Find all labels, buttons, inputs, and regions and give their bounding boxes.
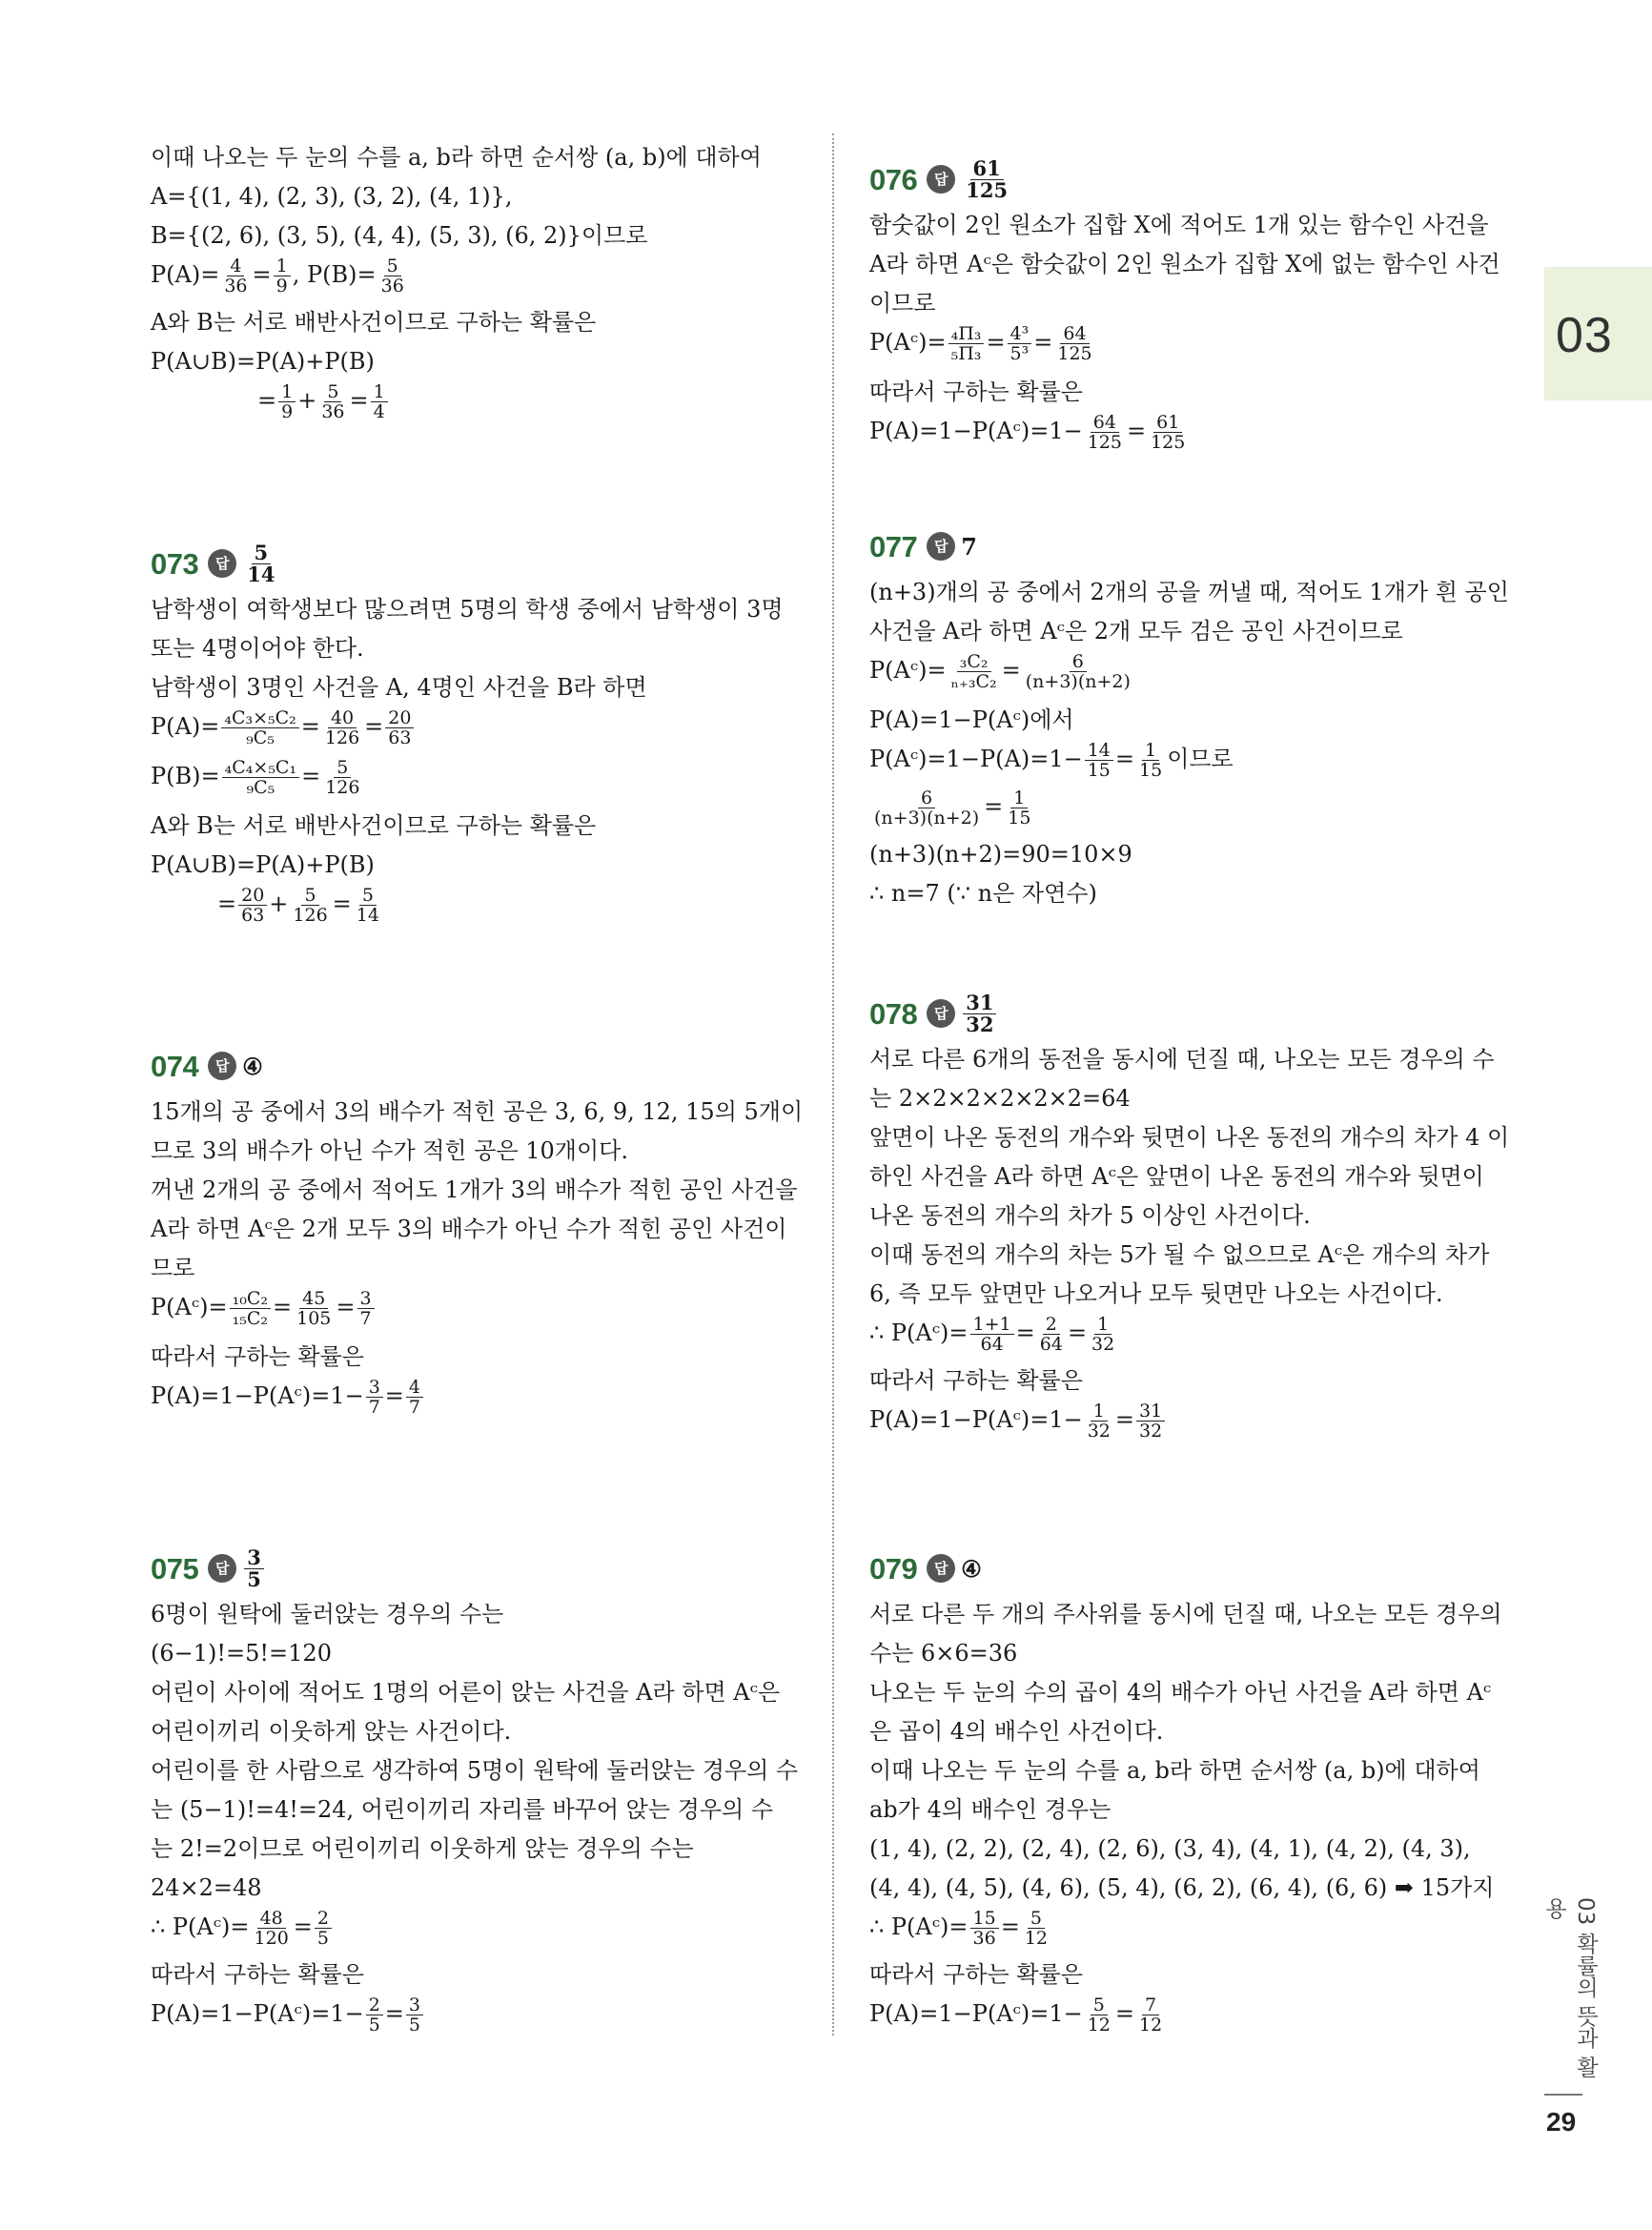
formula-line: [869, 651, 1519, 701]
numerator: ₄C₄×₅C₁: [222, 758, 299, 778]
denominator: 14: [247, 562, 275, 586]
denominator: 9: [275, 276, 288, 297]
fraction: [1023, 652, 1133, 691]
denominator: 64: [1039, 1334, 1063, 1355]
denominator: 120: [254, 1928, 289, 1949]
fraction: [221, 256, 250, 296]
text-line: 어린이끼리 이웃하게 앉는 사건이다.: [151, 1718, 512, 1745]
solution-076: [869, 153, 1519, 460]
formula-text: =: [336, 1294, 356, 1320]
formula-text: P(A)=: [151, 713, 220, 740]
numerator: 5: [252, 542, 272, 564]
problem-number: 077: [869, 529, 918, 563]
problem-header: [151, 537, 799, 590]
formula-text: +: [269, 890, 289, 917]
formula-line: [151, 1377, 799, 1424]
text-line: 또는 4명이어야 한다.: [151, 635, 364, 662]
denominator: 36: [321, 401, 345, 422]
answer-fraction: [244, 1547, 264, 1590]
numerator: 1: [274, 256, 291, 276]
text-line: 앞면이 나온 동전의 개수와 뒷면이 나온 동전의 개수의 차가 4 이: [869, 1124, 1510, 1151]
formula-text: =: [332, 890, 352, 917]
formula-line: [869, 740, 1519, 788]
text-line: 서로 다른 두 개의 주사위를 동시에 던질 때, 나오는 모든 경우의: [869, 1601, 1502, 1627]
formula-line: [869, 1908, 1519, 1955]
numerator: 1: [1142, 741, 1159, 761]
fraction: [366, 1995, 383, 2035]
formula-text: =: [384, 1382, 404, 1409]
text-line: 24×2=48: [151, 1874, 262, 1901]
text-line: 6, 즉 모두 앞면만 나오거나 모두 뒷면만 나오는 사건이다.: [869, 1280, 1443, 1307]
fraction: [294, 1289, 334, 1328]
text-line: 는 2×2×2×2×2×2=64: [869, 1085, 1131, 1112]
solution-078: [869, 987, 1519, 1448]
formula-text: =: [300, 713, 320, 740]
problem-header: [151, 1542, 799, 1595]
denominator: 7: [408, 1397, 420, 1418]
numerator: 1: [1010, 788, 1028, 808]
numerator: 6: [918, 788, 935, 808]
fraction: [406, 1378, 423, 1417]
text-line: 나오는 두 눈의 수의 곱이 4의 배수가 아닌 사건을 A라 하면 Aᶜ: [869, 1679, 1492, 1706]
formula-text: P(B)=: [151, 763, 220, 789]
denominator: 32: [1091, 1334, 1115, 1355]
formula-text: P(Aᶜ)=: [869, 657, 947, 684]
formula-line: [151, 1995, 799, 2042]
answer-badge: 답: [927, 999, 955, 1028]
numerator: 6: [1070, 652, 1087, 672]
text-line: 따라서 구하는 확률은: [869, 1961, 1083, 1988]
text-line: 따라서 구하는 확률은: [151, 1961, 364, 1988]
text-line: 나온 동전의 개수의 차가 5 이상인 사건이다.: [869, 1202, 1311, 1229]
formula-text: =: [1015, 1320, 1035, 1346]
answer-badge: 답: [927, 1554, 955, 1583]
formula-line: [869, 323, 1519, 373]
formula-line: [151, 381, 799, 429]
denominator: 9: [281, 401, 294, 422]
formula-text: P(A)=1−P(Aᶜ)=1−: [869, 1406, 1083, 1433]
numerator: 7: [1142, 1995, 1159, 2015]
numerator: 3: [406, 1995, 423, 2015]
denominator: ₁₅C₂: [232, 1308, 269, 1329]
numerator: 45: [299, 1289, 328, 1309]
denominator: 5: [408, 2015, 420, 2036]
fraction: [318, 382, 347, 421]
formula-text: =: [349, 387, 369, 414]
answer-badge: 답: [208, 1554, 236, 1583]
numerator: 14: [1085, 741, 1113, 761]
denominator: 32: [1139, 1421, 1163, 1442]
text-line: A와 B는 서로 배반사건이므로 구하는 확률은: [151, 309, 597, 336]
problem-header: [869, 987, 1519, 1040]
numerator: 4: [227, 256, 244, 276]
numerator: 4: [406, 1378, 423, 1398]
numerator: 1: [278, 382, 296, 402]
denominator: 12: [1139, 2015, 1163, 2036]
denominator: 4: [373, 401, 385, 422]
formula-text: =: [384, 2000, 404, 2027]
fraction: [230, 1289, 271, 1328]
fraction: [1054, 324, 1094, 363]
formula-text: =: [1114, 1406, 1134, 1433]
numerator: 61: [970, 158, 1004, 180]
problem-header: [869, 520, 1519, 573]
numerator: 3: [244, 1547, 264, 1569]
problem-number: 075: [151, 1551, 199, 1586]
text-line: A라 하면 Aᶜ은 함숫값이 2인 원소가 집합 X에 없는 함수인 사건: [869, 251, 1500, 277]
denominator: 5: [368, 2015, 380, 2036]
fraction: [385, 708, 414, 747]
text-line: 이때 나오는 두 눈의 수를 a, b라 하면 순서쌍 (a, b)에 대하여: [151, 144, 762, 171]
text-line: 따라서 구하는 확률은: [869, 1367, 1083, 1394]
fraction: [357, 1289, 375, 1328]
answer-value: ④: [961, 1554, 982, 1583]
text-line: A와 B는 서로 배반사건이므로 구하는 확률은: [151, 812, 597, 839]
text-line: P(A)=1−P(Aᶜ)에서: [869, 706, 1074, 733]
formula-text: =: [273, 1294, 293, 1320]
text-line: 므로 3의 배수가 아닌 수가 적힌 공은 10개이다.: [151, 1137, 628, 1164]
denominator: 36: [380, 276, 404, 297]
fraction: [1136, 1401, 1165, 1441]
denominator: 7: [368, 1397, 380, 1418]
fraction: [366, 1378, 383, 1417]
fraction: [315, 1909, 332, 1948]
problem-header: [869, 1542, 1519, 1595]
column-divider: [832, 133, 834, 2036]
text-line: 이때 나오는 두 눈의 수를 a, b라 하면 순서쌍 (a, b)에 대하여: [869, 1757, 1480, 1784]
solution-075: [151, 1542, 799, 2042]
denominator: 63: [388, 727, 412, 748]
text-line: 어린이를 한 사람으로 생각하여 5명이 원탁에 둘러앉는 경우의 수: [151, 1757, 799, 1784]
formula-text: =: [1126, 418, 1147, 444]
text-line: 따라서 구하는 확률은: [151, 1343, 364, 1370]
numerator: ₄C₃×₅C₂: [221, 708, 298, 728]
formula-line: [151, 256, 799, 303]
text-line: 어린이 사이에 적어도 1명의 어른이 앉는 사건을 A라 하면 Aᶜ은: [151, 1679, 781, 1706]
fraction: [252, 1909, 292, 1948]
fraction: [1008, 324, 1032, 363]
formula-text: P(A)=1−P(Aᶜ)=1−: [151, 2000, 364, 2027]
numerator: 5: [1028, 1909, 1045, 1929]
numerator: 5: [359, 886, 377, 906]
problem-number: 079: [869, 1551, 918, 1586]
answer-fraction: [963, 155, 1010, 202]
formula-line: [151, 1288, 799, 1338]
numerator: 40: [328, 708, 357, 728]
formula-text: P(Aᶜ)=: [869, 329, 947, 356]
denominator: 15: [1139, 760, 1163, 781]
fraction: [222, 758, 299, 797]
text-line: 남학생이 3명인 사건을 A, 4명인 사건을 B라 하면: [151, 674, 647, 701]
formula-text: =: [1067, 1320, 1088, 1346]
denominator: 126: [325, 777, 360, 798]
fraction: [322, 758, 362, 797]
formula-text: =: [293, 1913, 313, 1940]
formula-text: =: [984, 793, 1004, 820]
formula-text: =: [364, 713, 384, 740]
fraction: [1022, 1909, 1050, 1948]
text-line: ab가 4의 배수인 경우는: [869, 1796, 1112, 1823]
denominator: ₅Π₃: [950, 343, 982, 364]
text-line: P(A∪B)=P(A)+P(B): [151, 348, 375, 375]
fraction: [948, 652, 1000, 691]
fraction: [1089, 1315, 1117, 1354]
fraction: [406, 1995, 423, 2035]
formula-text: =: [1033, 329, 1053, 356]
formula-text: P(A)=1−P(Aᶜ)=1−: [869, 418, 1083, 444]
denominator: 32: [966, 1012, 994, 1036]
fraction: [970, 1315, 1014, 1354]
problem-number: 074: [151, 1049, 199, 1083]
formula-text: =: [252, 261, 272, 288]
formula-text: +: [297, 387, 317, 414]
numerator: 64: [1060, 324, 1089, 344]
formula-text: =: [1000, 1913, 1020, 1940]
denominator: 7: [359, 1308, 372, 1329]
text-line: (1, 4), (2, 2), (2, 4), (2, 6), (3, 4), (4, 1), (4, 2), (4, 3),: [869, 1835, 1471, 1862]
numerator: 20: [385, 708, 414, 728]
fraction: [1085, 1401, 1113, 1441]
numerator: 5: [324, 382, 341, 402]
denominator: 63: [241, 905, 265, 926]
text-line: ∴ n=7 (∵ n은 자연수): [869, 880, 1097, 907]
text-line: 하인 사건을 A라 하면 Aᶜ은 앞면이 나온 동전의 개수와 뒷면이: [869, 1163, 1484, 1190]
fraction: [1037, 1315, 1066, 1354]
numerator: 5: [301, 886, 318, 906]
problem-number: 073: [151, 546, 199, 581]
text-line: (6−1)!=5!=120: [151, 1640, 332, 1667]
formula-line: [151, 885, 799, 932]
numerator: ₁₀C₂: [230, 1289, 271, 1309]
formula-text: , P(B)=: [292, 261, 377, 288]
text-line: (n+3)(n+2)=90=10×9: [869, 841, 1132, 868]
formula-text: ∴ P(Aᶜ)=: [869, 1913, 969, 1940]
text-line: P(A∪B)=P(A)+P(B): [151, 851, 375, 878]
fraction: [1085, 741, 1113, 780]
problem-number: 078: [869, 996, 918, 1031]
numerator: 5: [1091, 1995, 1108, 2015]
numerator: 1: [1094, 1315, 1112, 1335]
formula-line: [869, 1995, 1519, 2042]
denominator: 64: [980, 1334, 1004, 1355]
solution-073: [151, 537, 799, 932]
formula-text: =: [301, 763, 321, 789]
fraction: [1005, 788, 1033, 828]
formula-line: [869, 788, 1519, 835]
numerator: 15: [970, 1909, 999, 1929]
numerator: 3: [366, 1378, 383, 1398]
fraction: [221, 708, 298, 747]
denominator: 15: [1008, 808, 1031, 829]
problem-number: 076: [869, 162, 918, 196]
page-number: 29: [1546, 2107, 1577, 2137]
text-line: 함숫값이 2인 원소가 집합 X에 적어도 1개 있는 함수인 사건을: [869, 212, 1489, 238]
formula-line: [151, 757, 799, 807]
denominator: ₉C₅: [246, 727, 275, 748]
numerator: 31: [1136, 1401, 1165, 1422]
fraction: [1136, 1995, 1165, 2035]
denominator: 36: [224, 276, 248, 297]
numerator: 20: [238, 886, 267, 906]
numerator: 5: [334, 758, 351, 778]
chapter-tab-label: 03: [1556, 308, 1613, 363]
formula-text: =: [986, 329, 1006, 356]
formula-text: P(A)=: [151, 261, 220, 288]
numerator: 4³: [1008, 324, 1032, 344]
formula-text: =: [217, 890, 237, 917]
text-line: 이때 동전의 개수의 차는 5가 될 수 없으므로 Aᶜ은 개수의 차가: [869, 1241, 1490, 1268]
numerator: ₃C₂: [957, 652, 991, 672]
chapter-title-vertical: 03 확률의 뜻과 활용: [1541, 1897, 1598, 2078]
fraction: [274, 256, 291, 296]
formula-line: [869, 1314, 1519, 1361]
answer-fraction: [963, 992, 996, 1035]
text-line: 이므로: [869, 290, 936, 317]
numerator: 1: [1091, 1401, 1108, 1422]
text-line: 따라서 구하는 확률은: [869, 378, 1083, 405]
solution-072-continued: [151, 138, 799, 429]
formula-text: 이므로: [1167, 746, 1234, 772]
text-line: 서로 다른 6개의 동전을 동시에 던질 때, 나오는 모든 경우의 수: [869, 1046, 1495, 1073]
fraction: [1136, 741, 1165, 780]
fraction: [354, 886, 382, 925]
denominator: 5: [247, 1566, 261, 1591]
answer-fraction: [244, 542, 277, 585]
text-line: 꺼낸 2개의 공 중에서 적어도 1개가 3의 배수가 적힌 공인 사건을: [151, 1176, 798, 1203]
text-line: A라 하면 Aᶜ은 2개 모두 3의 배수가 아닌 수가 적힌 공인 사건이: [151, 1216, 787, 1242]
text-line: 수는 6×6=36: [869, 1640, 1018, 1667]
numerator: 2: [315, 1909, 332, 1929]
solution-074: [151, 1039, 804, 1424]
text-line: 15개의 공 중에서 3의 배수가 적힌 공은 3, 6, 9, 12, 15의 5개이: [151, 1098, 804, 1125]
numerator: 1+1: [970, 1315, 1014, 1335]
formula-line: [869, 412, 1519, 460]
answer-value: 7: [961, 532, 977, 561]
fraction: [378, 256, 407, 296]
formula-text: P(Aᶜ)=1−P(A)=1−: [869, 746, 1083, 772]
denominator: 12: [1087, 2015, 1111, 2036]
formula-text: P(A)=1−P(Aᶜ)=1−: [151, 1382, 364, 1409]
formula-text: =: [1001, 657, 1021, 684]
formula-text: =: [257, 387, 277, 414]
numerator: 31: [963, 992, 996, 1014]
text-line: 6명이 원탁에 둘러앉는 경우의 수는: [151, 1601, 504, 1627]
denominator: (n+3)(n+2): [1025, 671, 1131, 692]
denominator: 105: [296, 1308, 332, 1329]
formula-line: [151, 707, 799, 757]
problem-header: [869, 153, 1519, 206]
text-line: (4, 4), (4, 5), (4, 6), (5, 4), (6, 2), (6, 4), (6, 6) ➡ 15가지: [869, 1874, 1495, 1901]
denominator: 12: [1024, 1928, 1049, 1949]
denominator: 126: [293, 905, 328, 926]
fraction: [290, 886, 330, 925]
numerator: 2: [366, 1995, 383, 2015]
text-line: 는 2!=2이므로 어린이끼리 이웃하게 앉는 경우의 수는: [151, 1835, 694, 1862]
formula-text: P(Aᶜ)=: [151, 1294, 228, 1320]
text-line: 므로: [151, 1255, 195, 1281]
text-line: 는 (5−1)!=4!=24, 어린이끼리 자리를 바꾸어 앉는 경우의 수: [151, 1796, 774, 1823]
denominator: 36: [972, 1928, 996, 1949]
numerator: 48: [257, 1909, 286, 1929]
formula-text: ∴ P(Aᶜ)=: [151, 1913, 250, 1940]
denominator: 14: [356, 905, 379, 926]
answer-badge: 답: [927, 165, 955, 194]
formula-text: P(A)=1−P(Aᶜ)=1−: [869, 2000, 1083, 2027]
numerator: 5: [384, 256, 401, 276]
formula-line: [151, 1908, 799, 1955]
fraction: [322, 708, 362, 747]
page-number-rule: [1544, 2094, 1582, 2096]
formula-text: =: [1114, 2000, 1134, 2027]
denominator: 125: [966, 177, 1009, 202]
denominator: 15: [1087, 760, 1111, 781]
problem-header: [151, 1039, 799, 1093]
denominator: ₙ₊₃C₂: [950, 671, 997, 692]
text-line: 남학생이 여학생보다 많으려면 5명의 학생 중에서 남학생이 3명: [151, 596, 784, 623]
text-line: B={(2, 6), (3, 5), (4, 4), (5, 3), (6, 2)}이므로: [151, 222, 648, 249]
text-line: 사건을 A라 하면 Aᶜ은 2개 모두 검은 공인 사건이므로: [869, 618, 1403, 644]
denominator: ₉C₅: [246, 777, 275, 798]
denominator: 125: [1087, 432, 1122, 453]
denominator: 32: [1087, 1421, 1111, 1442]
denominator: 125: [1151, 432, 1186, 453]
text-line: (n+3)개의 공 중에서 2개의 공을 꺼낼 때, 적어도 1개가 흰 공인: [869, 579, 1509, 605]
fraction: [1148, 413, 1188, 452]
formula-line: [869, 1401, 1519, 1448]
denominator: (n+3)(n+2): [874, 808, 980, 829]
denominator: 5: [316, 1928, 329, 1949]
fraction: [871, 788, 982, 828]
answer-badge: 답: [208, 1052, 236, 1080]
denominator: 126: [324, 727, 360, 748]
fraction: [371, 382, 388, 421]
fraction: [970, 1909, 999, 1948]
answer-badge: 답: [927, 532, 955, 561]
solution-077: [869, 520, 1519, 913]
answer-value: ④: [242, 1052, 263, 1080]
fraction: [238, 886, 267, 925]
fraction: [1085, 413, 1125, 452]
numerator: ₄Π₃: [948, 324, 985, 344]
numerator: 2: [1043, 1315, 1060, 1335]
denominator: 5³: [1010, 343, 1030, 364]
numerator: 64: [1091, 413, 1119, 433]
formula-text: ∴ P(Aᶜ)=: [869, 1320, 969, 1346]
fraction: [278, 382, 296, 421]
numerator: 3: [357, 1289, 375, 1309]
text-line: 은 곱이 4의 배수인 사건이다.: [869, 1718, 1164, 1745]
solution-079: [869, 1542, 1519, 2042]
text-line: A={(1, 4), (2, 3), (3, 2), (4, 1)},: [151, 183, 513, 210]
numerator: 1: [371, 382, 388, 402]
numerator: 61: [1153, 413, 1182, 433]
denominator: 125: [1057, 343, 1092, 364]
fraction: [948, 324, 985, 363]
fraction: [1085, 1995, 1113, 2035]
formula-text: =: [1114, 746, 1134, 772]
answer-badge: 답: [208, 549, 236, 578]
